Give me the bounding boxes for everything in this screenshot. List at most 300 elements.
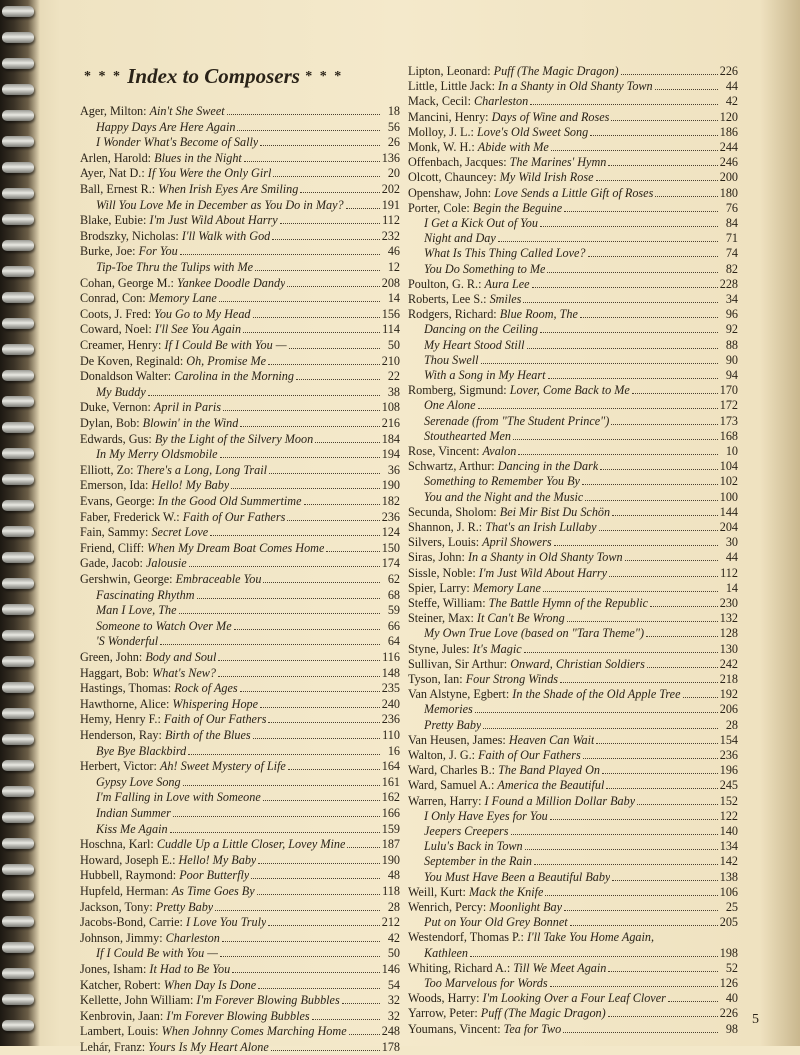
dot-leader: [532, 278, 718, 288]
binding-ring: [2, 760, 34, 771]
entry-text: [408, 961, 606, 976]
dot-leader: [243, 323, 380, 333]
binding-ring: [2, 552, 34, 563]
dot-leader: [268, 713, 379, 723]
composer-name: Tyson, Ian:: [408, 672, 463, 686]
entry-text: [80, 338, 287, 353]
composer-name: Wenrich, Percy:: [408, 900, 487, 914]
binding-ring: [2, 526, 34, 537]
page-reference: 218: [719, 672, 738, 686]
composer-name: Walton, J. G.:: [408, 748, 476, 762]
index-entry: [408, 140, 738, 155]
page-reference: 212: [381, 915, 400, 930]
dot-leader: [240, 417, 379, 427]
binding-ring: [2, 968, 34, 979]
song-title: Tip-Toe Thru the Tulips with Me: [96, 260, 254, 274]
page-reference: 18: [387, 104, 400, 118]
entry-text: [80, 510, 285, 525]
composer-name: Openshaw, John:: [408, 185, 492, 200]
composer-name: Haggart, Bob:: [80, 665, 150, 680]
entry-text: [96, 806, 171, 821]
page-reference: 230: [719, 596, 738, 610]
entry-text: [80, 868, 249, 883]
dot-leader: [621, 65, 718, 75]
composer-name: Edwards, Gus:: [80, 431, 152, 446]
entry-text: [80, 494, 302, 509]
index-entry: [80, 775, 400, 790]
index-entry: [408, 414, 738, 429]
index-entry: [80, 416, 400, 431]
composer-name: Silvers, Louis:: [408, 535, 480, 550]
song-title: Blue Room, The: [499, 307, 578, 322]
index-entry: [408, 794, 738, 809]
dot-leader: [218, 667, 380, 677]
index-entry: [408, 246, 738, 261]
page-reference: 42: [725, 94, 738, 109]
entry-text: [424, 231, 496, 246]
page-reference: 84: [725, 216, 738, 230]
composer-name: Coots, J. Fred:: [80, 306, 152, 321]
dot-leader: [560, 673, 718, 683]
page-reference: 154: [719, 732, 738, 747]
page-reference: 198: [719, 945, 738, 960]
page-reference: 226: [719, 64, 738, 78]
entry-text: [408, 444, 516, 459]
song-title: By the Light of the Silvery Moon: [154, 431, 314, 446]
song-title: Love's Old Sweet Song: [476, 124, 589, 139]
entry-text: [96, 619, 232, 634]
entry-text: [408, 900, 562, 915]
index-entry: [408, 854, 738, 869]
song-title: Abide with Me: [477, 140, 549, 154]
entry-text: [80, 182, 298, 197]
entry-text: [408, 885, 543, 900]
page-reference: 136: [381, 150, 400, 165]
index-entry: [80, 962, 400, 977]
dot-leader: [683, 688, 718, 698]
entry-text: [408, 186, 653, 201]
song-title: I Found a Million Dollar Baby: [484, 793, 636, 808]
entry-text: [424, 398, 476, 413]
index-entry: [80, 681, 400, 696]
page-reference: 150: [381, 540, 400, 555]
index-entry: [80, 790, 400, 805]
entry-text: [80, 463, 267, 478]
binding-ring: [2, 890, 34, 901]
page-reference: 174: [381, 556, 400, 571]
dot-leader: [599, 521, 718, 531]
song-title: Something to Remember You By: [424, 474, 580, 489]
entry-text: [408, 140, 549, 155]
dot-leader: [258, 854, 379, 864]
index-entry: [408, 383, 738, 398]
dot-leader: [564, 901, 718, 911]
song-title: I'm Looking Over a Four Leaf Clover: [482, 991, 666, 1006]
binding-ring: [2, 708, 34, 719]
index-entry: [408, 535, 738, 550]
entry-text: [80, 993, 340, 1008]
dot-leader: [534, 855, 718, 865]
binding-ring: [2, 188, 34, 199]
song-title: It's Magic: [472, 641, 522, 656]
page-reference: 48: [387, 868, 400, 883]
entry-text: [408, 64, 619, 79]
index-entry: [80, 198, 400, 213]
index-entry: [408, 353, 738, 368]
dot-leader: [540, 217, 718, 227]
page-reference: 28: [387, 899, 400, 914]
composer-name: Hupfeld, Herman:: [80, 884, 169, 898]
binding-ring: [2, 344, 34, 355]
index-entry: [408, 702, 738, 717]
dot-leader: [513, 430, 718, 440]
title-ornament-left: * * *: [84, 69, 122, 84]
composer-name: Ward, Charles B.:: [408, 763, 496, 778]
song-title: Pretty Baby: [155, 899, 214, 914]
dot-leader: [220, 448, 380, 458]
index-entry: [80, 307, 400, 322]
entry-text: [408, 778, 604, 793]
entry-text: [408, 383, 630, 398]
composer-name: Johnson, Jimmy:: [80, 930, 163, 945]
page-reference: 128: [719, 626, 738, 641]
entry-text: [408, 94, 528, 109]
entry-text: [80, 432, 313, 447]
dot-leader: [582, 475, 718, 485]
index-entry: [80, 322, 400, 337]
page-reference: 30: [725, 535, 738, 550]
composer-name: Schwartz, Arthur:: [408, 459, 495, 474]
page-reference: 205: [719, 915, 738, 930]
page-reference: 32: [387, 993, 400, 1008]
dot-leader: [296, 370, 380, 380]
song-title: My Own True Love (based on "Tara Theme"): [424, 626, 645, 641]
composer-name: Little, Little Jack:: [408, 79, 495, 94]
entry-text: [80, 1024, 347, 1039]
binding-ring: [2, 32, 34, 43]
song-title: It Had to Be You: [149, 962, 231, 976]
entry-text: [96, 135, 258, 150]
entry-text: [96, 744, 186, 759]
song-title: The Band Played On: [498, 763, 600, 778]
binding-ring: [2, 292, 34, 303]
entry-text: [424, 870, 610, 885]
entry-text: [80, 884, 255, 899]
composer-name: Arlen, Harold:: [80, 150, 152, 165]
composer-name: Herbert, Victor:: [80, 759, 157, 774]
entry-text: [80, 1009, 310, 1024]
song-title: Bye Bye Blackbird: [96, 743, 187, 758]
dot-leader: [545, 886, 717, 896]
entry-text: [424, 474, 580, 489]
composer-name: Whiting, Richard A.:: [408, 960, 511, 975]
index-entry: [80, 931, 400, 946]
index-entry: [80, 229, 400, 244]
page-reference: 200: [719, 170, 738, 185]
page-reference: 116: [382, 650, 400, 664]
composer-name: Dylan, Bob:: [80, 416, 140, 430]
entry-text: [80, 104, 225, 119]
composer-name: Kellette, John William:: [80, 993, 194, 1008]
index-entry: [408, 490, 738, 505]
dot-leader: [612, 506, 718, 516]
dot-leader: [478, 399, 718, 409]
song-title: Will You Love Me in December as You Do in May?: [96, 197, 344, 212]
index-entry: [408, 292, 738, 307]
song-title: Till We Meet Again: [513, 960, 607, 975]
index-entry: [408, 870, 738, 885]
index-entry: [408, 94, 738, 109]
dot-leader: [210, 526, 380, 536]
page-reference: 54: [387, 977, 400, 992]
index-entry: [80, 993, 400, 1008]
dot-leader: [232, 963, 380, 973]
song-title: Hello! My Baby: [151, 478, 230, 493]
entry-text: [424, 626, 644, 641]
binding-ring: [2, 916, 34, 927]
dot-leader: [608, 156, 717, 166]
song-title: Fascinating Rhythm: [96, 587, 195, 602]
song-title: My Wild Irish Rose: [499, 170, 594, 185]
index-entry: [408, 550, 738, 565]
composer-name: Green, John:: [80, 650, 143, 664]
dot-leader: [637, 795, 718, 805]
entry-text: [408, 763, 600, 778]
song-title: Too Marvelous for Words: [424, 976, 548, 990]
song-title: I Love You Truly: [185, 915, 267, 930]
song-title: Man I Love, The: [96, 603, 177, 618]
song-title: Ah! Sweet Mystery of Life: [159, 759, 286, 774]
dot-leader: [253, 308, 380, 318]
dot-leader: [580, 308, 718, 318]
song-title: I'll See You Again: [154, 322, 242, 337]
index-entry: [80, 619, 400, 634]
song-title: I'll Walk with God: [181, 228, 271, 243]
binding-ring: [2, 942, 34, 953]
index-entry: [408, 444, 738, 459]
index-entry: [80, 525, 400, 540]
dot-leader: [268, 916, 379, 926]
binding-ring: [2, 682, 34, 693]
entry-text: [96, 946, 218, 961]
page-reference: 170: [719, 383, 738, 398]
page-reference: 40: [725, 991, 738, 1006]
index-entry: [408, 110, 738, 125]
binding-ring: [2, 6, 34, 17]
song-title: Begin the Beguine: [472, 200, 563, 215]
entry-text: [80, 276, 285, 291]
song-title: Yours Is My Heart Alone: [148, 1040, 269, 1054]
page-reference: 98: [725, 1021, 738, 1036]
song-title: Someone to Watch Over Me: [96, 618, 232, 633]
page-title-text: Index to Composers: [127, 64, 300, 88]
song-title: Pretty Baby: [424, 717, 482, 732]
entry-text: [408, 155, 606, 170]
entry-text: [408, 110, 609, 125]
index-entry: [408, 915, 738, 930]
dot-leader: [269, 464, 380, 474]
dot-leader: [300, 183, 379, 193]
song-title: What Is This Thing Called Love?: [424, 246, 586, 261]
page-reference: 64: [387, 634, 400, 649]
composer-name: Hawthorne, Alice:: [80, 696, 170, 711]
page-reference: 148: [381, 665, 400, 680]
binding-ring: [2, 58, 34, 69]
dot-leader: [240, 682, 380, 692]
index-entry: [408, 672, 738, 687]
song-title: You Must Have Been a Beautiful Baby: [424, 869, 611, 884]
composer-name: Styne, Jules:: [408, 641, 470, 656]
entry-text: [408, 687, 681, 702]
entry-text: [408, 307, 578, 322]
entry-text: [424, 915, 568, 930]
entry-text: [80, 369, 294, 384]
entry-text: [96, 120, 235, 135]
dot-leader: [173, 807, 380, 817]
dot-leader: [540, 323, 718, 333]
song-title: Charleston: [165, 930, 220, 945]
page-reference: 144: [719, 504, 738, 519]
entry-text: [80, 853, 256, 868]
song-title: With a Song in My Heart: [424, 368, 546, 382]
page-reference: 246: [719, 155, 738, 170]
index-entry: [80, 1040, 400, 1055]
entry-text: [80, 478, 229, 493]
dot-leader: [564, 202, 718, 212]
index-entry: [80, 806, 400, 821]
dot-leader: [179, 604, 380, 614]
index-entry: [408, 657, 738, 672]
composer-name: Duke, Vernon:: [80, 400, 151, 415]
page-reference: 106: [719, 884, 738, 899]
composer-name: Warren, Harry:: [408, 793, 482, 808]
index-entry: [408, 991, 738, 1006]
composer-name: Gershwin, George:: [80, 572, 173, 586]
binding-ring: [2, 110, 34, 121]
dot-leader: [527, 339, 718, 349]
index-entry: [80, 946, 400, 961]
index-entry: [80, 900, 400, 915]
index-entry: [408, 961, 738, 976]
entry-text: [424, 824, 509, 839]
composer-name: Lambert, Louis:: [80, 1024, 159, 1039]
page-reference: 240: [381, 696, 400, 711]
composer-name: Porter, Cole:: [408, 200, 470, 215]
page-reference: 196: [719, 763, 738, 778]
entry-text: [96, 588, 195, 603]
index-entry: [408, 170, 738, 185]
entry-text: [424, 702, 473, 717]
dot-leader: [148, 386, 380, 396]
binding-ring: [2, 1020, 34, 1031]
page-reference: 50: [387, 338, 400, 352]
index-entry: [408, 1006, 738, 1021]
song-title: I'm Falling in Love with Someone: [96, 790, 261, 805]
song-title: 'S Wonderful: [96, 634, 159, 649]
entry-text: [96, 603, 177, 618]
index-entry: [408, 839, 738, 854]
page-reference: 180: [719, 185, 738, 200]
dot-leader: [550, 977, 718, 987]
index-entry: [80, 510, 400, 525]
page-reference: 22: [387, 369, 400, 384]
song-title: Mack the Knife: [468, 884, 544, 899]
song-title: When Day Is Done: [163, 977, 257, 992]
dot-leader: [475, 703, 718, 713]
binding-ring: [2, 448, 34, 459]
song-title: Embraceable You: [175, 572, 262, 586]
song-title: Birth of the Blues: [164, 728, 251, 742]
page-reference: 236: [381, 509, 400, 524]
entry-text: [424, 490, 583, 505]
page-reference: 90: [725, 352, 738, 367]
binding-ring: [2, 864, 34, 875]
index-entry: [80, 120, 400, 135]
song-title: April in Paris: [153, 400, 221, 415]
index-entry: [408, 201, 738, 216]
entry-text: [424, 216, 538, 231]
page-reference: 34: [725, 292, 738, 306]
page-reference: 25: [725, 900, 738, 914]
page-reference: 110: [382, 728, 400, 742]
dot-leader: [342, 994, 380, 1004]
dot-leader: [263, 573, 380, 583]
page-reference: 164: [381, 759, 400, 774]
page-reference: 226: [719, 1006, 738, 1021]
composer-name: Jackson, Tony:: [80, 899, 153, 914]
index-entry: [408, 596, 738, 611]
dot-leader: [656, 932, 718, 941]
index-entry: [80, 634, 400, 649]
page-reference: 245: [719, 778, 738, 793]
page-reference: 52: [725, 960, 738, 975]
dot-leader: [483, 719, 718, 729]
composer-name: Emerson, Ida:: [80, 478, 149, 493]
entry-text: [80, 650, 216, 665]
entry-text: [96, 385, 146, 400]
composer-name: Blake, Eubie:: [80, 213, 147, 228]
page-reference: 44: [725, 79, 738, 94]
entry-text: [80, 712, 266, 727]
entry-text: [408, 748, 581, 763]
song-title: Faith of Our Fathers: [163, 712, 267, 727]
index-entry: [408, 322, 738, 337]
page-reference: 187: [381, 837, 400, 852]
entry-text: [424, 839, 523, 854]
song-title: Blues in the Night: [154, 150, 242, 165]
page-reference: 132: [719, 611, 738, 626]
page-reference: 82: [725, 261, 738, 276]
composer-name: Gade, Jacob:: [80, 556, 143, 571]
composer-name: Friend, Cliff:: [80, 540, 145, 555]
dot-leader: [222, 932, 380, 942]
entry-text: [424, 854, 532, 869]
binding-ring: [2, 994, 34, 1005]
page-reference: 138: [719, 869, 738, 884]
index-entry: [80, 728, 400, 743]
dot-leader: [585, 491, 717, 501]
dot-leader: [590, 126, 718, 136]
page-reference: 235: [381, 681, 400, 696]
index-entry: [80, 712, 400, 727]
page-reference: 16: [387, 743, 400, 758]
entry-text: [408, 657, 645, 672]
page-reference: 96: [725, 307, 738, 322]
dot-leader: [271, 1041, 380, 1051]
entry-text: [424, 368, 546, 383]
dot-leader: [346, 199, 380, 209]
dot-leader: [523, 293, 718, 303]
